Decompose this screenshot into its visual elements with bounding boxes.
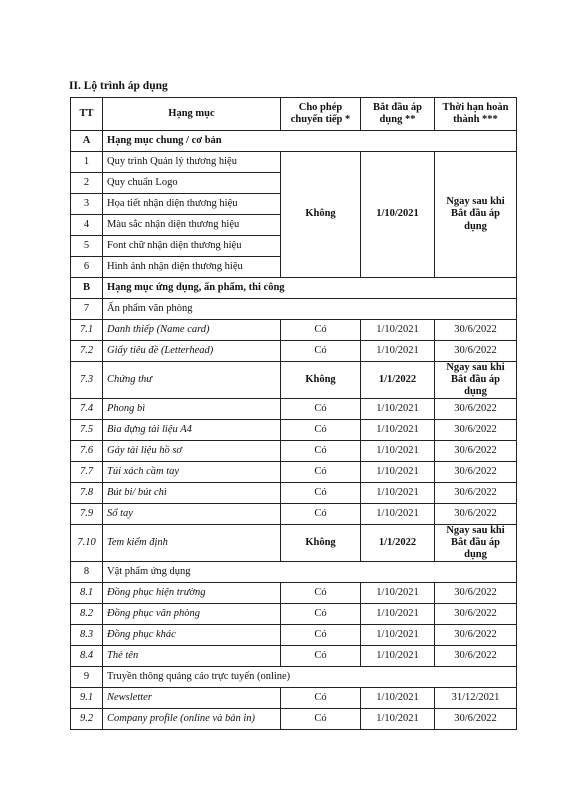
- row-start: 1/10/2021: [361, 504, 435, 525]
- table-row: [71, 441, 517, 462]
- header-deadline: Thời hạn hoàn thành ***: [435, 98, 517, 131]
- table-row: [71, 320, 517, 341]
- row-deadline: 30/6/2022: [435, 420, 517, 441]
- row-start: 1/10/2021: [361, 604, 435, 625]
- row-number: 7.10: [71, 525, 103, 562]
- row-item: Họa tiết nhận diện thương hiệu: [103, 194, 281, 215]
- row-transfer: Có: [281, 583, 361, 604]
- row-number: 1: [71, 152, 103, 173]
- table-row: [71, 646, 517, 667]
- table-row: [71, 483, 517, 504]
- row-transfer: Có: [281, 483, 361, 504]
- row-item: Đồng phục văn phòng: [103, 604, 281, 625]
- row-start: 1/10/2021: [361, 625, 435, 646]
- row-number: 7.1: [71, 320, 103, 341]
- row-deadline: Ngay sau khi Bắt đầu áp dụng: [435, 525, 517, 562]
- table-row: [71, 420, 517, 441]
- row-start: 1/10/2021: [361, 583, 435, 604]
- row-item: Quy trình Quản lý thương hiệu: [103, 152, 281, 173]
- table-row: [71, 604, 517, 625]
- section-label: Truyền thông quảng cáo trực tuyến (online): [103, 667, 517, 688]
- row-deadline: 30/6/2022: [435, 583, 517, 604]
- row-start: 1/10/2021: [361, 462, 435, 483]
- row-number: 7.5: [71, 420, 103, 441]
- row-deadline: 30/6/2022: [435, 462, 517, 483]
- row-number: 9.1: [71, 688, 103, 709]
- table-row: [71, 562, 517, 583]
- row-transfer: Có: [281, 688, 361, 709]
- row-item: Quy chuẩn Logo: [103, 173, 281, 194]
- row-start: 1/10/2021: [361, 420, 435, 441]
- header-start: Bắt đầu áp dụng **: [361, 98, 435, 131]
- section-heading: II. Lộ trình áp dụng: [69, 80, 168, 92]
- row-deadline: 30/6/2022: [435, 341, 517, 362]
- row-start: 1/10/2021: [361, 483, 435, 504]
- section-number: 9: [71, 667, 103, 688]
- row-transfer: Có: [281, 504, 361, 525]
- row-transfer: Có: [281, 399, 361, 420]
- row-item: Sổ tay: [103, 504, 281, 525]
- row-item: Đồng phục khác: [103, 625, 281, 646]
- section-number: A: [71, 131, 103, 152]
- section-number: 8: [71, 562, 103, 583]
- roadmap-table: [70, 97, 517, 730]
- row-number: 7.8: [71, 483, 103, 504]
- row-deadline: Ngay sau khi Bắt đầu áp dụng: [435, 152, 517, 278]
- row-start: 1/10/2021: [361, 320, 435, 341]
- row-item: Tem kiểm định: [103, 525, 281, 562]
- row-transfer: Có: [281, 462, 361, 483]
- row-item: Bút bi/ bút chì: [103, 483, 281, 504]
- row-start: 1/10/2021: [361, 646, 435, 667]
- row-deadline: 30/6/2022: [435, 625, 517, 646]
- row-deadline: Ngay sau khi Bắt đầu áp dụng: [435, 362, 517, 399]
- row-item: Phong bì: [103, 399, 281, 420]
- row-number: 8.4: [71, 646, 103, 667]
- row-item: Gáy tài liệu hồ sơ: [103, 441, 281, 462]
- row-transfer: Có: [281, 341, 361, 362]
- row-transfer: Có: [281, 625, 361, 646]
- row-transfer: Có: [281, 441, 361, 462]
- row-item: Danh thiếp (Name card): [103, 320, 281, 341]
- section-label: Ấn phẩm văn phòng: [103, 299, 517, 320]
- table-row: [71, 152, 517, 173]
- row-transfer: Không: [281, 152, 361, 278]
- section-label: Hạng mục chung / cơ bản: [103, 131, 517, 152]
- table-row: [71, 362, 517, 399]
- table-row: [71, 399, 517, 420]
- header-tt: TT: [71, 98, 103, 131]
- row-number: 7.2: [71, 341, 103, 362]
- section-label: Vật phẩm ứng dụng: [103, 562, 517, 583]
- section-label: Hạng mục ứng dụng, ấn phẩm, thi công: [103, 278, 517, 299]
- row-transfer: Có: [281, 646, 361, 667]
- header-transfer: Cho phép chuyển tiếp *: [281, 98, 361, 131]
- row-deadline: 30/6/2022: [435, 709, 517, 730]
- row-deadline: 30/6/2022: [435, 483, 517, 504]
- row-start: 1/10/2021: [361, 441, 435, 462]
- table-row: [71, 341, 517, 362]
- header-item: Hạng mục: [103, 98, 281, 131]
- row-number: 6: [71, 257, 103, 278]
- row-deadline: 30/6/2022: [435, 646, 517, 667]
- row-number: 7.7: [71, 462, 103, 483]
- table-row: [71, 299, 517, 320]
- row-item: Chứng thư: [103, 362, 281, 399]
- table-row: [71, 462, 517, 483]
- row-item: Thẻ tên: [103, 646, 281, 667]
- row-transfer: Không: [281, 525, 361, 562]
- row-deadline: 30/6/2022: [435, 441, 517, 462]
- row-deadline: 30/6/2022: [435, 399, 517, 420]
- row-number: 8.2: [71, 604, 103, 625]
- row-number: 8.1: [71, 583, 103, 604]
- row-number: 2: [71, 173, 103, 194]
- row-number: 7.6: [71, 441, 103, 462]
- row-deadline: 30/6/2022: [435, 604, 517, 625]
- row-start: 1/1/2022: [361, 525, 435, 562]
- row-start: 1/10/2021: [361, 399, 435, 420]
- row-number: 4: [71, 215, 103, 236]
- row-number: 7.9: [71, 504, 103, 525]
- row-item: Giấy tiêu đề (Letterhead): [103, 341, 281, 362]
- table-row: [71, 278, 517, 299]
- table-row: [71, 504, 517, 525]
- table-header-row: [71, 98, 517, 131]
- row-start: 1/10/2021: [361, 688, 435, 709]
- table-row: [71, 688, 517, 709]
- row-transfer: Có: [281, 709, 361, 730]
- row-number: 8.3: [71, 625, 103, 646]
- row-transfer: Có: [281, 320, 361, 341]
- row-number: 9.2: [71, 709, 103, 730]
- row-deadline: 31/12/2021: [435, 688, 517, 709]
- table-row: [71, 525, 517, 562]
- row-item: Hình ảnh nhận diện thương hiệu: [103, 257, 281, 278]
- row-item: Bìa đựng tài liệu A4: [103, 420, 281, 441]
- table-row: [71, 131, 517, 152]
- table-row: [71, 583, 517, 604]
- row-item: Đồng phục hiện trường: [103, 583, 281, 604]
- section-number: 7: [71, 299, 103, 320]
- row-item: Newsletter: [103, 688, 281, 709]
- table-row: [71, 625, 517, 646]
- row-item: Company profile (online và bản in): [103, 709, 281, 730]
- row-start: 1/10/2021: [361, 709, 435, 730]
- row-transfer: Có: [281, 420, 361, 441]
- row-number: 5: [71, 236, 103, 257]
- row-deadline: 30/6/2022: [435, 504, 517, 525]
- row-number: 7.4: [71, 399, 103, 420]
- row-transfer: Có: [281, 604, 361, 625]
- row-start: 1/10/2021: [361, 152, 435, 278]
- row-item: Font chữ nhận diện thương hiệu: [103, 236, 281, 257]
- table-row: [71, 709, 517, 730]
- row-number: 7.3: [71, 362, 103, 399]
- row-item: Túi xách cầm tay: [103, 462, 281, 483]
- row-start: 1/10/2021: [361, 341, 435, 362]
- table-row: [71, 667, 517, 688]
- row-deadline: 30/6/2022: [435, 320, 517, 341]
- row-transfer: Không: [281, 362, 361, 399]
- row-item: Màu sắc nhận diện thương hiệu: [103, 215, 281, 236]
- row-start: 1/1/2022: [361, 362, 435, 399]
- section-number: B: [71, 278, 103, 299]
- row-number: 3: [71, 194, 103, 215]
